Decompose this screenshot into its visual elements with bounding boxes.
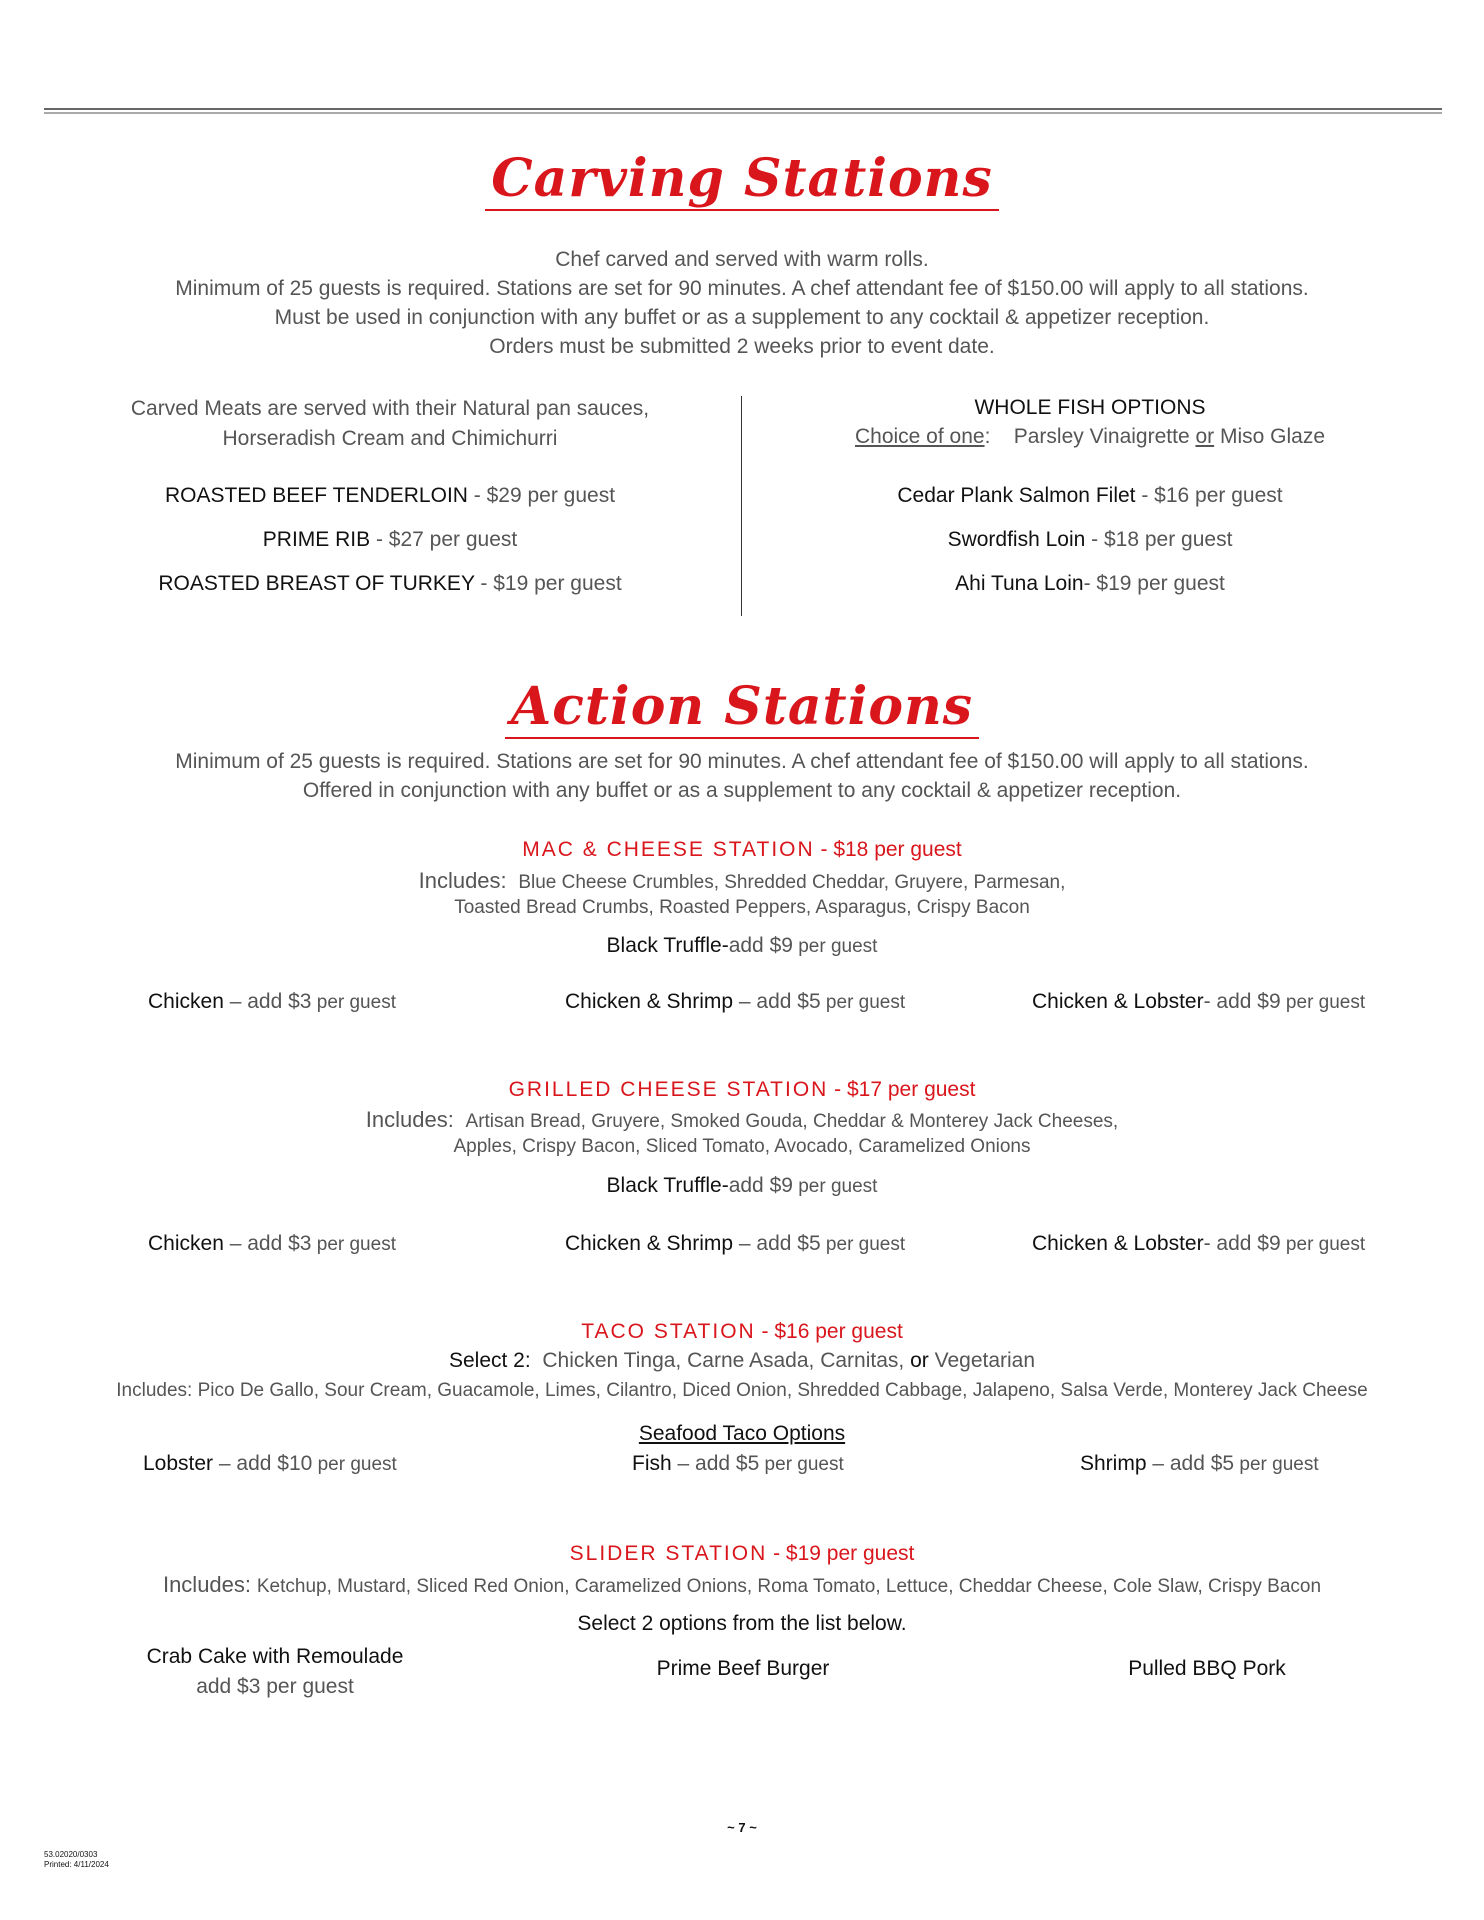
page-number: ~ 7 ~ xyxy=(727,1820,757,1835)
fish-item: Cedar Plank Salmon Filet - $16 per guest xyxy=(897,484,1283,507)
grilled-addon: Chicken & Shrimp – add $5 per guest xyxy=(565,1232,906,1255)
print-info: 53.02020/0303 Printed: 4/11/2024 xyxy=(44,1850,109,1869)
grilled-includes-1: Includes: Artisan Bread, Gruyere, Smoked Gouda, Cheddar & Monterey Jack Cheeses, xyxy=(365,1107,1119,1132)
grilled-addon: Chicken & Lobster- add $9 per guest xyxy=(1032,1232,1366,1255)
carving-intro-1: Chef carved and served with warm rolls. xyxy=(555,248,929,271)
taco-addon: Shrimp – add $5 per guest xyxy=(1080,1452,1319,1475)
mac-addon: Chicken – add $3 per guest xyxy=(148,990,396,1013)
carving-intro-3: Must be used in conjunction with any buffet or as a supplement to any cocktail & appetizer reception. xyxy=(274,306,1210,329)
grilled-truffle: Black Truffle-add $9 per guest xyxy=(606,1174,878,1197)
mac-addon: Chicken & Lobster- add $9 per guest xyxy=(1032,990,1366,1013)
mac-includes-2: Toasted Bread Crumbs, Roasted Peppers, Asparagus, Crispy Bacon xyxy=(454,897,1030,918)
slider-option: Pulled BBQ Pork xyxy=(1128,1657,1286,1680)
meat-item: ROASTED BREAST OF TURKEY - $19 per guest xyxy=(158,572,622,595)
action-intro-2: Offered in conjunction with any buffet or as a supplement to any cocktail & appetizer reception. xyxy=(302,779,1182,802)
action-title: Action Stations xyxy=(0,676,1484,737)
slider-station-heading: SLIDER STATION - $19 per guest xyxy=(569,1542,915,1565)
column-divider xyxy=(741,396,742,616)
slider-option: Prime Beef Burger xyxy=(656,1657,830,1680)
mac-station-heading: MAC & CHEESE STATION - $18 per guest xyxy=(522,838,962,861)
top-rule xyxy=(44,108,1442,114)
seafood-taco-heading: Seafood Taco Options xyxy=(638,1422,846,1445)
taco-addon: Lobster – add $10 per guest xyxy=(143,1452,397,1475)
taco-addon: Fish – add $5 per guest xyxy=(632,1452,844,1475)
meat-item: PRIME RIB - $27 per guest xyxy=(262,528,518,551)
taco-select: Select 2: Chicken Tinga, Carne Asada, Carnitas, or Vegetarian xyxy=(448,1349,1036,1372)
mac-addon: Chicken & Shrimp – add $5 per guest xyxy=(565,990,906,1013)
grilled-addon: Chicken – add $3 per guest xyxy=(148,1232,396,1255)
mac-includes-1: Includes: Blue Cheese Crumbles, Shredded Cheddar, Gruyere, Parmesan, xyxy=(418,868,1066,893)
action-intro-1: Minimum of 25 guests is required. Stations are set for 90 minutes. A chef attendant fee of $150.00 will apply to all stations. xyxy=(175,750,1309,773)
slider-includes: Includes: Ketchup, Mustard, Sliced Red Onion, Caramelized Onions, Roma Tomato, Lettuce, Cheddar Cheese, Cole Slaw, Crispy Bacon xyxy=(162,1572,1322,1597)
taco-station-heading: TACO STATION - $16 per guest xyxy=(581,1320,903,1343)
mac-truffle: Black Truffle-add $9 per guest xyxy=(606,934,878,957)
fish-item: Ahi Tuna Loin- $19 per guest xyxy=(955,572,1225,595)
carving-title: Carving Stations xyxy=(0,148,1484,209)
carving-intro-4: Orders must be submitted 2 weeks prior to event date. xyxy=(489,335,995,358)
grilled-includes-2: Apples, Crispy Bacon, Sliced Tomato, Avocado, Caramelized Onions xyxy=(453,1136,1031,1157)
fish-choice: Choice of one: Parsley Vinaigrette or Miso Glaze xyxy=(854,425,1326,448)
slider-select-note: Select 2 options from the list below. xyxy=(577,1612,907,1635)
meats-note: Carved Meats are served with their Natural pan sauces, Horseradish Cream and Chimichurri xyxy=(130,397,650,450)
grilled-station-heading: GRILLED CHEESE STATION - $17 per guest xyxy=(508,1078,976,1101)
fish-item: Swordfish Loin - $18 per guest xyxy=(947,528,1233,551)
slider-option: Crab Cake with Remoulade add $3 per guest xyxy=(146,1645,404,1698)
fish-heading: WHOLE FISH OPTIONS xyxy=(974,396,1206,419)
carving-intro-2: Minimum of 25 guests is required. Stations are set for 90 minutes. A chef attendant fee of $150.00 will apply to all stations. xyxy=(175,277,1309,300)
taco-includes: Includes: Pico De Gallo, Sour Cream, Guacamole, Limes, Cilantro, Diced Onion, Shredded Cabbage, Jalapeno, Salsa Verde, Monterey Jack Cheese xyxy=(116,1380,1368,1401)
meat-item: ROASTED BEEF TENDERLOIN - $29 per guest xyxy=(164,484,616,507)
